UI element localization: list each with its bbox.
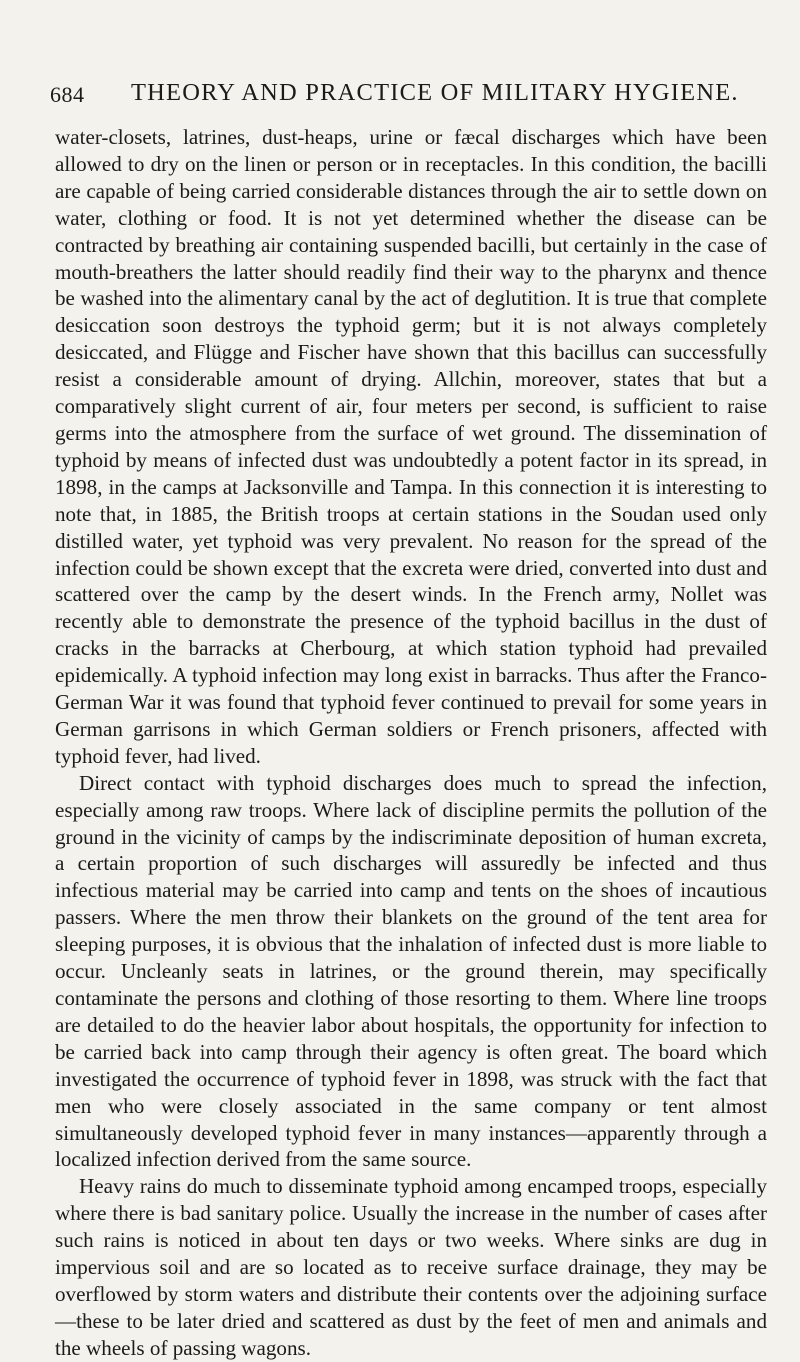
page-number: 684 — [50, 82, 85, 107]
running-title: THEORY AND PRACTICE OF MILITARY HYGIENE. — [131, 79, 739, 106]
paragraph-dust-infection: water-closets, latrines, dust-heaps, urine or fæcal discharges which have been allowed to dry on the linen or person or in receptacles. In this condition, the bacilli are capable of being carried considerable distances through the air to settle down on water, clothing or food. It is not yet determined whether the disease can be contracted by breathing air containing suspended bacilli, but certainly in the case of mouth-breathers the latter should readily find their way to the pharynx and thence be washed into the alimentary canal by the act of deglutition. It is true that complete desiccation soon destroys the typhoid germ; but it is not always completely desiccated, and Flügge and Fischer have shown that this bacillus can successfully resist a considerable amount of drying. Allchin, moreover, states that but a comparatively slight current of air, four meters per second, is sufficient to raise germs into the atmosphere from the surface of wet ground. The dissemination of typhoid by means of infected dust was undoubtedly a potent factor in its spread, in 1898, in the camps at Jacksonville and Tampa. In this connection it is interesting to note that, in 1885, the British troops at certain stations in the Soudan used only distilled water, yet typhoid was very prevalent. No reason for the spread of the infection could be shown except that the excreta were dried, converted into dust and scattered over the camp by the desert winds. In the French army, Nollet was recently able to demonstrate the presence of the typhoid bacillus in the dust of cracks in the barracks at Cherbourg, at which station typhoid had prevailed epidemically. A typhoid infection may long exist in barracks. Thus after the Franco-German War it was found that typhoid fever continued to prevail for some years in German garrisons in which German soldiers or French prisoners, affected with typhoid fever, had lived. — [55, 125, 767, 768]
paragraph-heavy-rains: Heavy rains do much to disseminate typhoid among encamped troops, especially where there is bad sanitary police. Usually the increase in the number of cases after such rains is noticed in about ten days or two weeks. Where sinks are dug in impervious soil and are so located as to receive surface drainage, they may be overflowed by storm waters and distribute their contents over the adjoining surface—these to be later dried and scattered as dust by the feet of men and animals and the wheels of passing wagons. — [55, 1174, 767, 1360]
page-header — [50, 76, 770, 110]
paragraph-direct-contact: Direct contact with typhoid discharges does much to spread the infection, especially among raw troops. Where lack of discipline permits the pollution of the ground in the vicinity of camps by the indiscriminate deposition of human excreta, a certain proportion of such discharges will assuredly be infected and thus infectious material may be carried into camp and tents on the shoes of incautious passers. Where the men throw their blankets on the ground of the tent area for sleeping purposes, it is obvious that the inhalation of infected dust is more liable to occur. Uncleanly seats in latrines, or the ground therein, may specifically contaminate the persons and clothing of those resorting to them. Where line troops are detailed to do the heavier labor about hospitals, the opportunity for infection to be carried back into camp through their agency is often great. The board which investigated the occurrence of typhoid fever in 1898, was struck with the fact that men who were closely associated in the same company or tent almost simultaneously developed typhoid fever in many instances—apparently through a localized infection derived from the same source. — [55, 770, 767, 1172]
body-text — [55, 124, 767, 1362]
